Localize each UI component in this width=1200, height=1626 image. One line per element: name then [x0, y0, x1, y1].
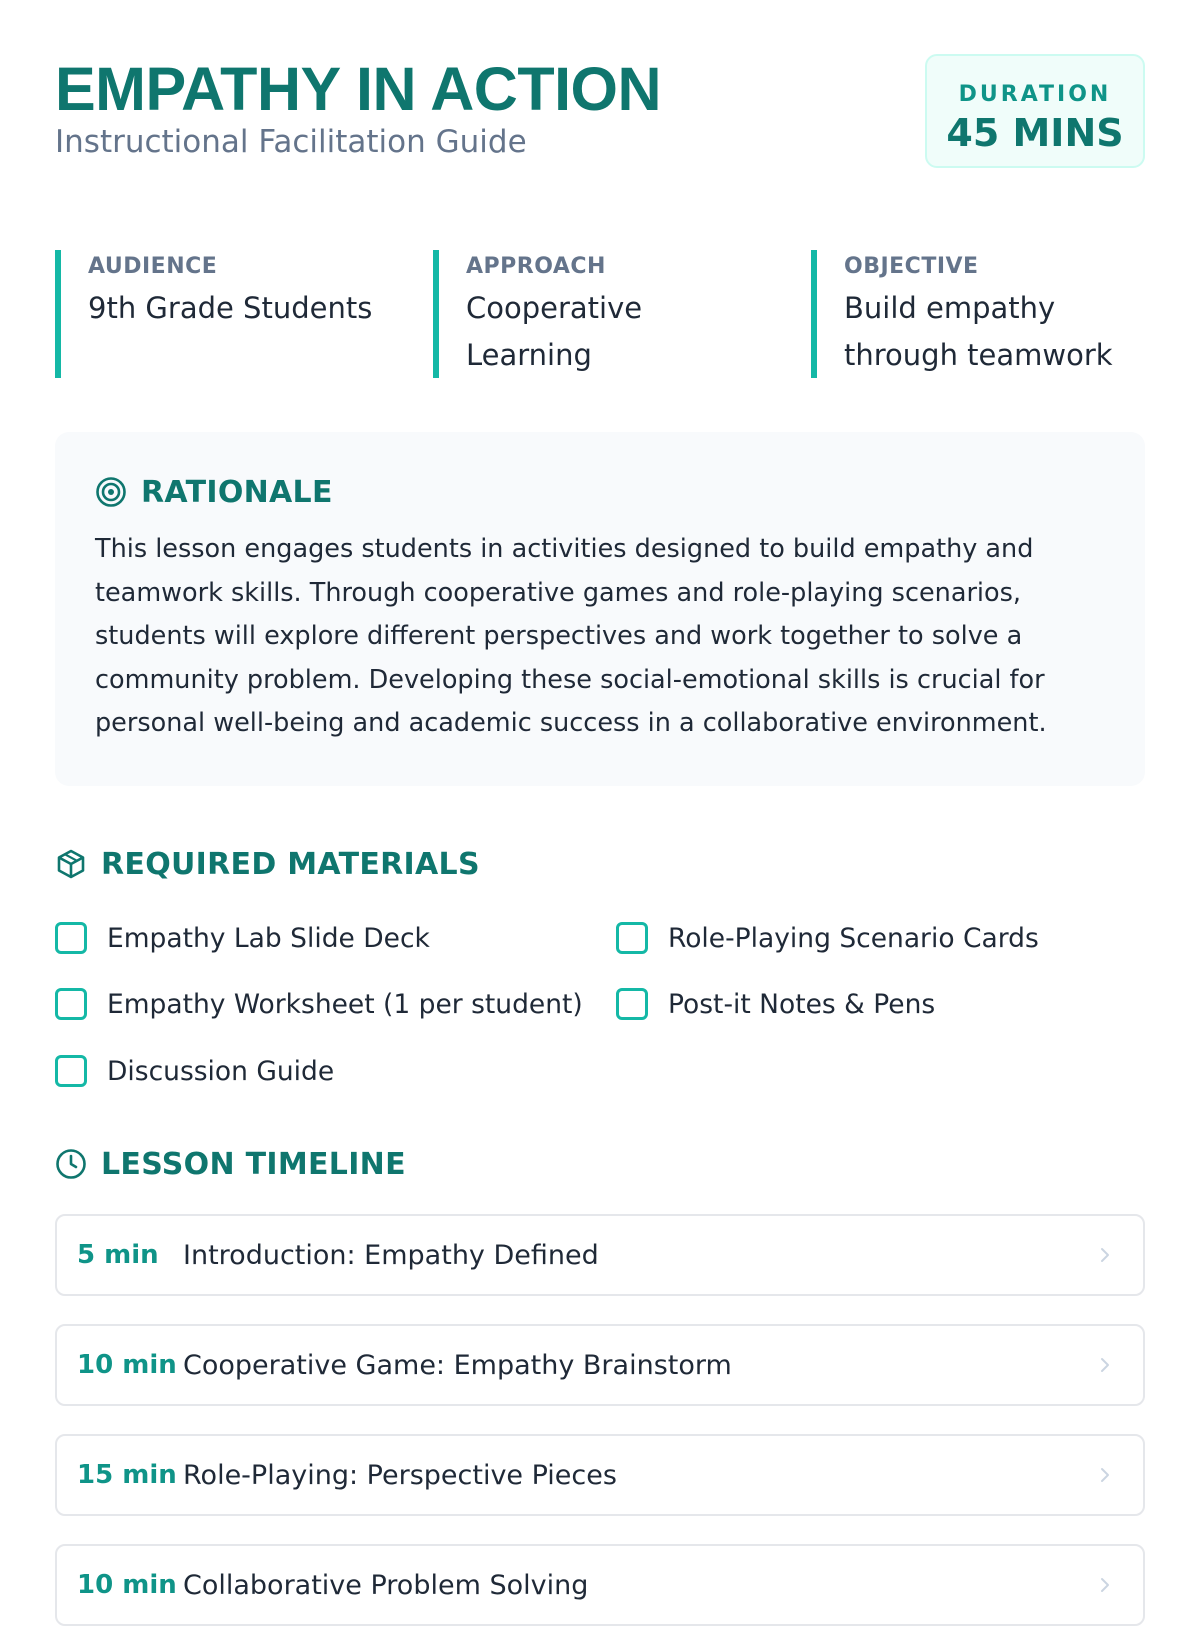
- timeline-item[interactable]: [55, 1434, 1145, 1516]
- rationale-line: This lesson engages students in activities designed to build empathy and: [95, 534, 1034, 564]
- page-title: EMPATHY IN ACTION: [55, 55, 662, 123]
- material-checkbox[interactable]: [55, 922, 87, 954]
- chevron-right-icon: [1095, 1355, 1115, 1375]
- info-approach-line: Learning: [466, 338, 592, 372]
- info-objective-value: [844, 285, 1145, 379]
- timeline-time: 5 min: [77, 1240, 159, 1270]
- material-item[interactable]: [55, 984, 583, 1024]
- timeline-time: 10 min: [77, 1350, 177, 1380]
- rationale-line: teamwork skills. Through cooperative games and role-playing scenarios,: [95, 577, 1022, 608]
- box-icon: [55, 848, 87, 880]
- material-item[interactable]: [55, 1051, 334, 1091]
- duration-badge: [925, 54, 1145, 168]
- duration-value: 45 MINS: [946, 111, 1124, 155]
- info-approach-line: Cooperative: [466, 291, 643, 325]
- material-checkbox[interactable]: [616, 988, 648, 1020]
- rationale-line: personal well-being and academic success in a collaborative environment.: [95, 708, 1047, 738]
- material-label: Empathy Lab Slide Deck: [107, 922, 430, 954]
- timeline-title: Collaborative Problem Solving: [183, 1569, 589, 1601]
- rationale-heading-text: RATIONALE: [141, 474, 333, 510]
- material-checkbox[interactable]: [55, 988, 87, 1020]
- timeline-item[interactable]: [55, 1544, 1145, 1626]
- timeline-heading-text: LESSON TIMELINE: [101, 1146, 406, 1182]
- rationale-heading: [95, 474, 1105, 510]
- info-objective-label: OBJECTIVE: [844, 254, 979, 279]
- material-label: Role-Playing Scenario Cards: [668, 922, 1039, 954]
- clock-icon: [55, 1148, 87, 1180]
- page-subtitle: Instructional Facilitation Guide: [55, 124, 527, 160]
- chevron-right-icon: [1095, 1575, 1115, 1595]
- timeline-title: Role-Playing: Perspective Pieces: [183, 1459, 617, 1491]
- timeline-section: [55, 1146, 1145, 1601]
- info-approach-label: APPROACH: [466, 254, 606, 279]
- duration-label: DURATION: [958, 82, 1112, 107]
- material-label: Post-it Notes & Pens: [668, 988, 936, 1020]
- info-audience-value: 9th Grade Students: [88, 291, 373, 325]
- chevron-right-icon: [1095, 1465, 1115, 1485]
- materials-section: [55, 846, 1145, 1087]
- chevron-right-icon: [1095, 1245, 1115, 1265]
- info-audience-label: AUDIENCE: [88, 254, 218, 279]
- rationale-line: community problem. Developing these social-emotional skills is crucial for: [95, 664, 1045, 695]
- info-objective-line: Build empathy: [844, 291, 1056, 325]
- info-approach: [433, 250, 793, 378]
- materials-heading-text: REQUIRED MATERIALS: [101, 846, 480, 882]
- timeline-title: Introduction: Empathy Defined: [183, 1239, 599, 1271]
- timeline-item[interactable]: [55, 1324, 1145, 1406]
- material-item[interactable]: [55, 918, 430, 958]
- info-audience: [55, 250, 415, 378]
- timeline-heading: [55, 1146, 1145, 1182]
- materials-heading: [55, 846, 1145, 882]
- material-label: Empathy Worksheet (1 per student): [107, 988, 583, 1020]
- material-item[interactable]: [616, 984, 935, 1024]
- timeline-time: 10 min: [77, 1570, 177, 1600]
- material-label: Discussion Guide: [107, 1055, 335, 1087]
- rationale-card: [55, 432, 1145, 786]
- target-icon: [95, 476, 127, 508]
- info-row: [55, 250, 1145, 378]
- timeline-item[interactable]: [55, 1214, 1145, 1296]
- material-checkbox[interactable]: [55, 1055, 87, 1087]
- rationale-text: [95, 528, 1105, 746]
- info-objective: [811, 250, 1145, 378]
- info-objective-line: through teamwork: [844, 338, 1113, 372]
- timeline-time: 15 min: [77, 1460, 177, 1490]
- rationale-line: students will explore different perspectives and work together to solve a: [95, 621, 1023, 651]
- material-checkbox[interactable]: [616, 922, 648, 954]
- header: [55, 54, 1145, 204]
- timeline-title: Cooperative Game: Empathy Brainstorm: [183, 1349, 732, 1381]
- info-approach-value: [466, 285, 793, 379]
- material-item[interactable]: [616, 918, 1039, 958]
